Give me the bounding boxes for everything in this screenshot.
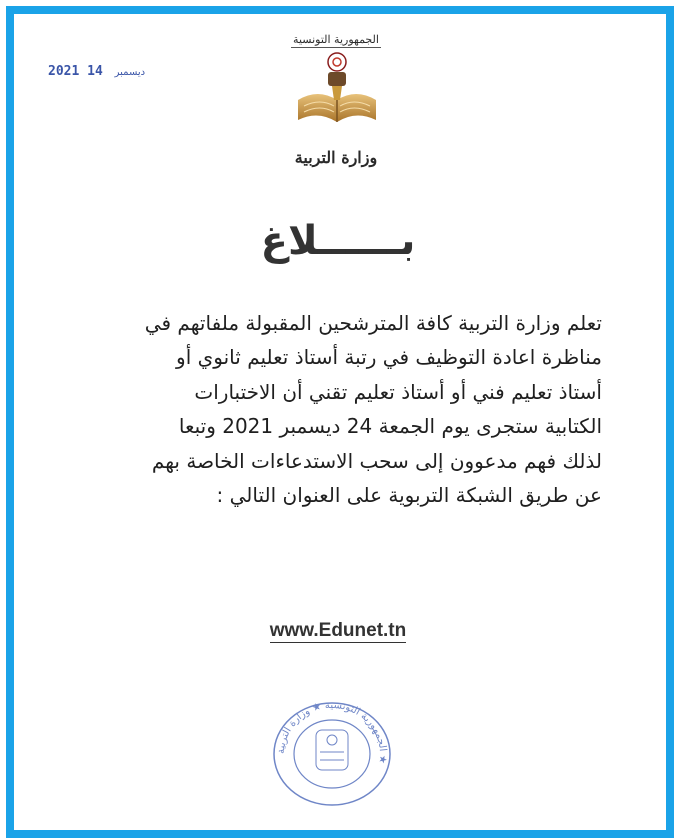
republic-label: الجمهورية التونسية <box>293 33 379 46</box>
stamp-year: 2021 <box>48 64 80 79</box>
letterhead <box>276 30 396 48</box>
ministry-seal <box>270 700 394 808</box>
stamp-month: ديسمبر <box>114 67 146 78</box>
edunet-link[interactable] <box>0 620 676 642</box>
svg-text:الجمهورية التونسية ★ وزارة الت <box>276 700 388 764</box>
seal-text: الجمهورية التونسية ★ وزارة التربية ★ <box>275 700 389 765</box>
body-line: أستاذ تعليم فني أو أستاذ تعليم تقني أن الاختبارات <box>194 379 602 404</box>
body-line: لذلك فهم مدعوون إلى سحب الاستدعاءات الخاصة بهم <box>151 448 602 473</box>
ministry-book-emblem <box>292 48 382 144</box>
ministry-label: وزارة التربية <box>294 148 378 167</box>
ministry-header <box>276 146 396 167</box>
stamp-day: 14 <box>87 64 103 79</box>
seal-crest-icon <box>316 730 348 770</box>
date-stamp <box>48 64 149 79</box>
body-line: عن طريق الشبكة التربوية على العنوان التالي : <box>216 483 602 508</box>
flag-crest-icon <box>328 53 346 71</box>
announcement-body <box>70 306 602 512</box>
page-title: بــــــلاغ <box>260 218 416 264</box>
body-line: الكتابية ستجرى يوم الجمعة 24 ديسمبر 2021 وتبعا <box>178 414 602 439</box>
body-line: مناظرة اعادة التوظيف في رتبة أستاذ تعليم ثانوي أو <box>176 345 602 370</box>
body-line: تعلم وزارة التربية كافة المترشحين المقبولة ملفاتهم في <box>144 311 602 335</box>
url-text[interactable]: www.Edunet.tn <box>269 620 407 641</box>
